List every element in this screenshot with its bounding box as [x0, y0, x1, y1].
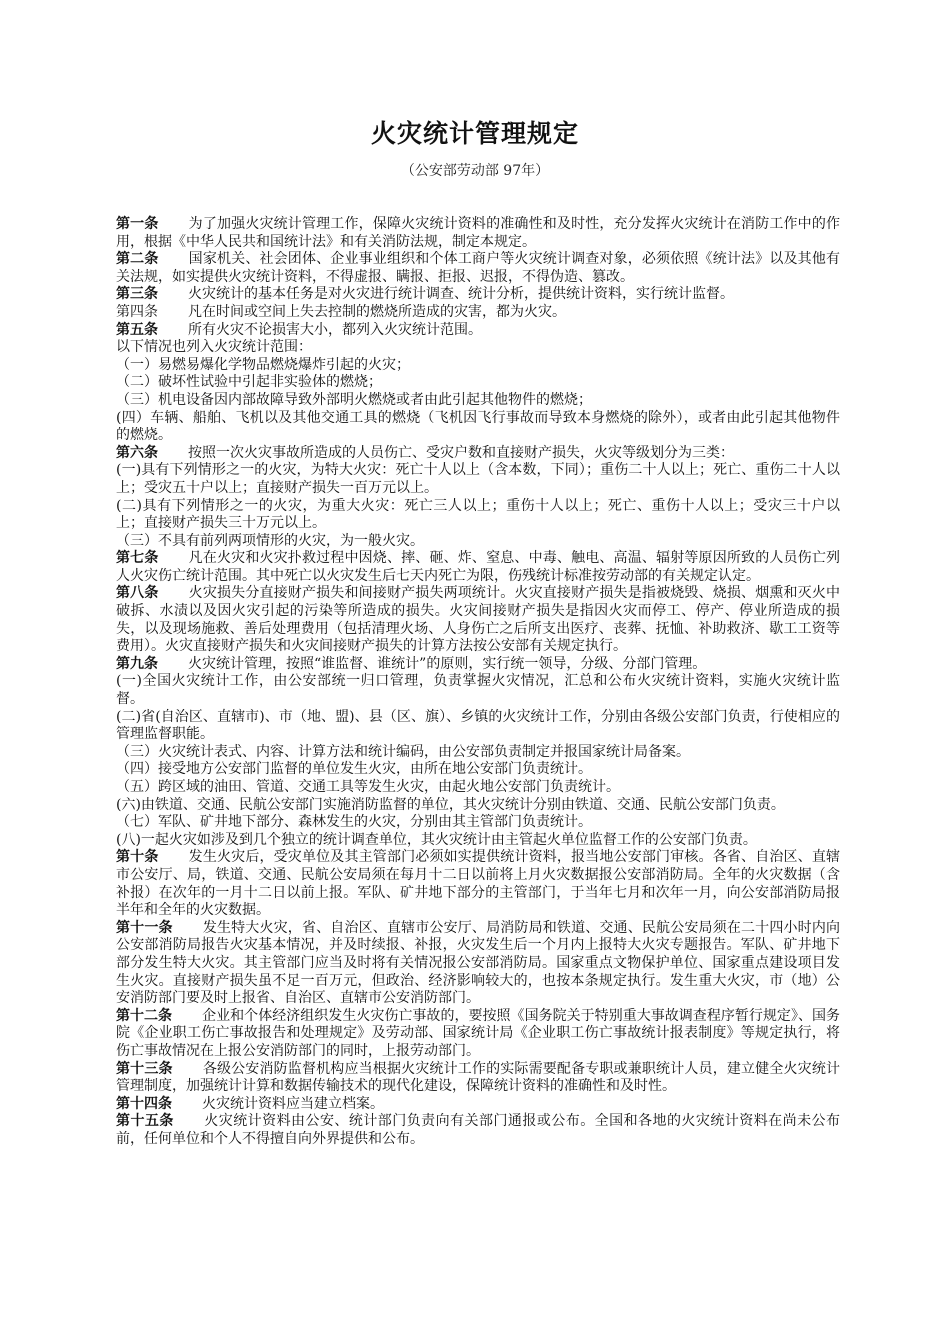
document-subtitle: （公安部劳动部 97年）: [400, 163, 550, 179]
clause-paragraph: [116, 374, 840, 392]
paragraph-text: （一）易燃易爆化学物品燃烧爆炸引起的火灾；: [116, 356, 410, 373]
document-body: [116, 216, 840, 1148]
article-paragraph: [116, 1096, 840, 1114]
paragraph-text: 发生特大火灾，省、自治区、直辖市公安厅、局消防局和铁道、交通、民航公安局须在二十四小时内向公安部消防局报告火灾基本情况，并及时续报、补报，火灾发生后一个月内上报特大火灾专题报告。军队、矿井地下部分发生特大火灾。其主管部门应当及时将有关情况报公安部消防局。国家重点文物保护单位、国家重点建设项目发生火灾。直接财产损失虽不足一百万元，但政治、经济影响较大的，也按本条规定执行。发生重大火灾，市（地）公安消防部门要及时上报省、自治区、直辖市公安消防部门。: [116, 919, 841, 1007]
clause-paragraph: [116, 814, 840, 832]
paragraph-text: 火灾损失分直接财产损失和间接财产损失两项统计。火灾直接财产损失是指被烧毁、烧损、烟熏和灭火中破拆、水渍以及因火灾引起的污染等所造成的损失。火灾间接财产损失是指因火灾而停工、停产、停业所造成的损失，以及现场施救、善后处理费用（包括清理火场、人身伤亡之后所支出医疗、丧葬、抚恤、补助救济、歇工工资等费用）。火灾直接财产损失和火灾间接财产损失的计算方法按公安部有关规定执行。: [116, 585, 841, 655]
article-paragraph: [116, 251, 840, 286]
clause-paragraph: [116, 357, 840, 375]
article-label: 第十二条: [116, 1007, 173, 1024]
article-paragraph: [116, 286, 840, 304]
article-label: 第十一条: [116, 919, 173, 936]
clause-paragraph: [116, 673, 840, 708]
paragraph-text: 凡在时间或空间上失去控制的燃烧所造成的灾害，都为火灾。: [188, 303, 566, 320]
paragraph-text: (六)由铁道、交通、民航公安部门实施消防监督的单位，其火灾统计分别由铁道、交通、民航公安部门负责。: [116, 796, 785, 813]
paragraph-text: （三）不具有前列两项情形的火灾，为一般火灾。: [116, 532, 424, 549]
paragraph-text: (一)全国火灾统计工作，由公安部统一归口管理，负责掌握火灾情况，汇总和公布火灾统计资料，实施火灾统计监督。: [116, 673, 840, 708]
paragraph-text: 各级公安消防监督机构应当根据火灾统计工作的实际需要配备专职或兼职统计人员，建立健全火灾统计管理制度，加强统计计算和数据传输技术的现代化建设，保障统计资料的准确性和及时性。: [116, 1060, 841, 1095]
article-label: 第七条: [116, 550, 159, 567]
article-paragraph: [116, 1008, 840, 1061]
article-label: 第五条: [116, 321, 158, 338]
paragraph-text: 按照一次火灾事故所造成的人员伤亡、受灾户数和直接财产损失，火灾等级划分为三类：: [188, 444, 734, 461]
paragraph-text: （三）火灾统计表式、内容、计算方法和统计编码，由公安部负责制定并报国家统计局备案。: [116, 743, 690, 760]
article-paragraph: [116, 1061, 840, 1096]
paragraph-text: (四）车辆、船舶、飞机以及其他交通工具的燃烧（飞机因飞行事故而导致本身燃烧的除外），或者由此引起其他物件的燃烧。: [116, 409, 840, 444]
article-paragraph: [116, 849, 840, 919]
paragraph-text: (一)具有下列情形之一的火灾，为特大火灾：死亡十人以上（含本数，下同）；重伤二十人以上；死亡、重伤二十人以上；受灾五十户以上；直接财产损失一百万元以上。: [116, 462, 840, 496]
paragraph-text: (二)省(自治区、直辖市)、市（地、盟)、县（区、旗）、乡镇的火灾统计工作，分别由各级公安部门负责，行使相应的管理监督职能。: [116, 708, 840, 743]
article-label: 第三条: [116, 286, 158, 303]
article-label: 第十三条: [116, 1060, 173, 1077]
paragraph-text: 火灾统计的基本任务是对火灾进行统计调查、统计分析，提供统计资料，实行统计监督。: [188, 286, 734, 303]
clause-paragraph: [116, 779, 840, 797]
clause-paragraph: [116, 533, 840, 551]
paragraph-text: 火灾统计资料由公安、统计部门负责向有关部门通报或公布。全国和各地的火灾统计资料在尚未公布前，任何单位和个人不得擅自向外界提供和公布。: [116, 1113, 841, 1147]
clause-paragraph: [116, 761, 840, 779]
article-label: 第二条: [116, 251, 159, 268]
paragraph-text: 以下情况也列入火灾统计范围：: [116, 339, 312, 356]
clause-paragraph: [116, 410, 840, 445]
clause-paragraph: [116, 392, 840, 410]
clause-paragraph: [116, 709, 840, 744]
paragraph-text: （七）军队、矿井地下部分、森林发生的火灾，分别由其主管部门负责统计。: [116, 814, 592, 831]
paragraph-text: 凡在火灾和火灾扑救过程中因烧、摔、砸、炸、窒息、中毒、触电、高温、辐射等原因所致的人员伤亡列人火灾伤亡统计范围。其中死亡以火灾发生后七天内死亡为限，伤残统计标准按劳动部的有关规定认定。: [116, 550, 841, 584]
paragraph-text: （三）机电设备因内部故障导致外部明火燃烧或者由此引起其他物件的燃烧；: [116, 391, 592, 408]
paragraph-text: （四）接受地方公安部门监督的单位发生火灾，由所在地公安部门负责统计。: [116, 761, 592, 778]
paragraph-text: (二)具有下列情形之一的火灾，为重大火灾：死亡三人以上；重伤十人以上；死亡、重伤十人以上；受灾三十户以上；直接财产损失三十万元以上。: [116, 497, 840, 532]
article-label: 第一条: [116, 216, 159, 232]
clause-paragraph: [116, 832, 840, 850]
article-paragraph: [116, 656, 840, 674]
article-paragraph: [116, 304, 840, 322]
document-title: 火灾统计管理规定: [370, 119, 579, 148]
paragraph-text: 企业和个体经济组织发生火灾伤亡事故的，要按照《国务院关于特别重大事故调查程序暂行规定》、国务院《企业职工伤亡事故报告和处理规定》及劳动部、国家统计局《企业职工伤亡事故统计报表制度》等规定执行，将伤亡事故情况在上报公安消防部门的同时，上报劳动部门。: [116, 1007, 841, 1059]
article-paragraph: [116, 585, 840, 655]
article-paragraph: [116, 322, 840, 340]
article-paragraph: [116, 216, 840, 251]
article-label: 第四条: [116, 303, 158, 320]
clause-paragraph: [116, 498, 840, 533]
article-paragraph: [116, 1113, 840, 1148]
article-label: 第十五条: [116, 1113, 174, 1130]
paragraph-text: （五）跨区域的油田、管道、交通工具等发生火灾，由起火地公安部门负责统计。: [116, 779, 620, 795]
paragraph-text: 火灾统计资料应当建立档案。: [202, 1095, 384, 1112]
article-label: 第十条: [116, 849, 159, 866]
article-paragraph: [116, 920, 840, 1008]
article-paragraph: [116, 445, 840, 463]
clause-paragraph: [116, 462, 840, 497]
article-label: 第十四条: [116, 1095, 172, 1112]
article-label: 第九条: [116, 655, 158, 672]
paragraph-text: （二）破坏性试验中引起非实验体的燃烧；: [116, 374, 382, 391]
paragraph-text: 国家机关、社会团体、企业事业组织和个体工商户等火灾统计调查对象，必须依照《统计法》以及其他有关法规，如实提供火灾统计资料，不得虚报、瞒报、拒报、迟报，不得伪造、篡改。: [116, 251, 841, 285]
paragraph-text: (八)一起火灾如涉及到几个独立的统计调查单位，其火灾统计由主管起火单位监督工作的公安部门负责。: [116, 831, 757, 848]
clause-paragraph: [116, 797, 840, 815]
paragraph-text: 所有火灾不论损害大小，都列入火灾统计范围。: [188, 321, 482, 338]
clause-paragraph: [116, 339, 840, 357]
paragraph-text: 火灾统计管理，按照“谁监督、谁统计”的原则，实行统一领导，分级、分部门管理。: [188, 655, 707, 672]
article-label: 第八条: [116, 585, 159, 602]
paragraph-text: 为了加强火灾统计管理工作，保障火灾统计资料的准确性和及时性，充分发挥火灾统计在消防工作中的作用，根据《中华人民共和国统计法》和有关消防法规，制定本规定。: [116, 216, 841, 250]
article-paragraph: [116, 550, 840, 585]
clause-paragraph: [116, 744, 840, 762]
paragraph-text: 发生火灾后，受灾单位及其主管部门必须如实提供统计资料，报当地公安部门审核。各省、自治区、直辖市公安厅、局，铁道、交通、民航公安局须在每月十二日以前将上月火灾数据报公安部消防局。全年的火灾数据（含补报）在次年的一月十二日以前上报。军队、矿井地下部分的主管部门，于当年七月和次年一月，向公安部消防局报半年和全年的火灾数据。: [116, 849, 841, 919]
article-label: 第六条: [116, 444, 158, 461]
